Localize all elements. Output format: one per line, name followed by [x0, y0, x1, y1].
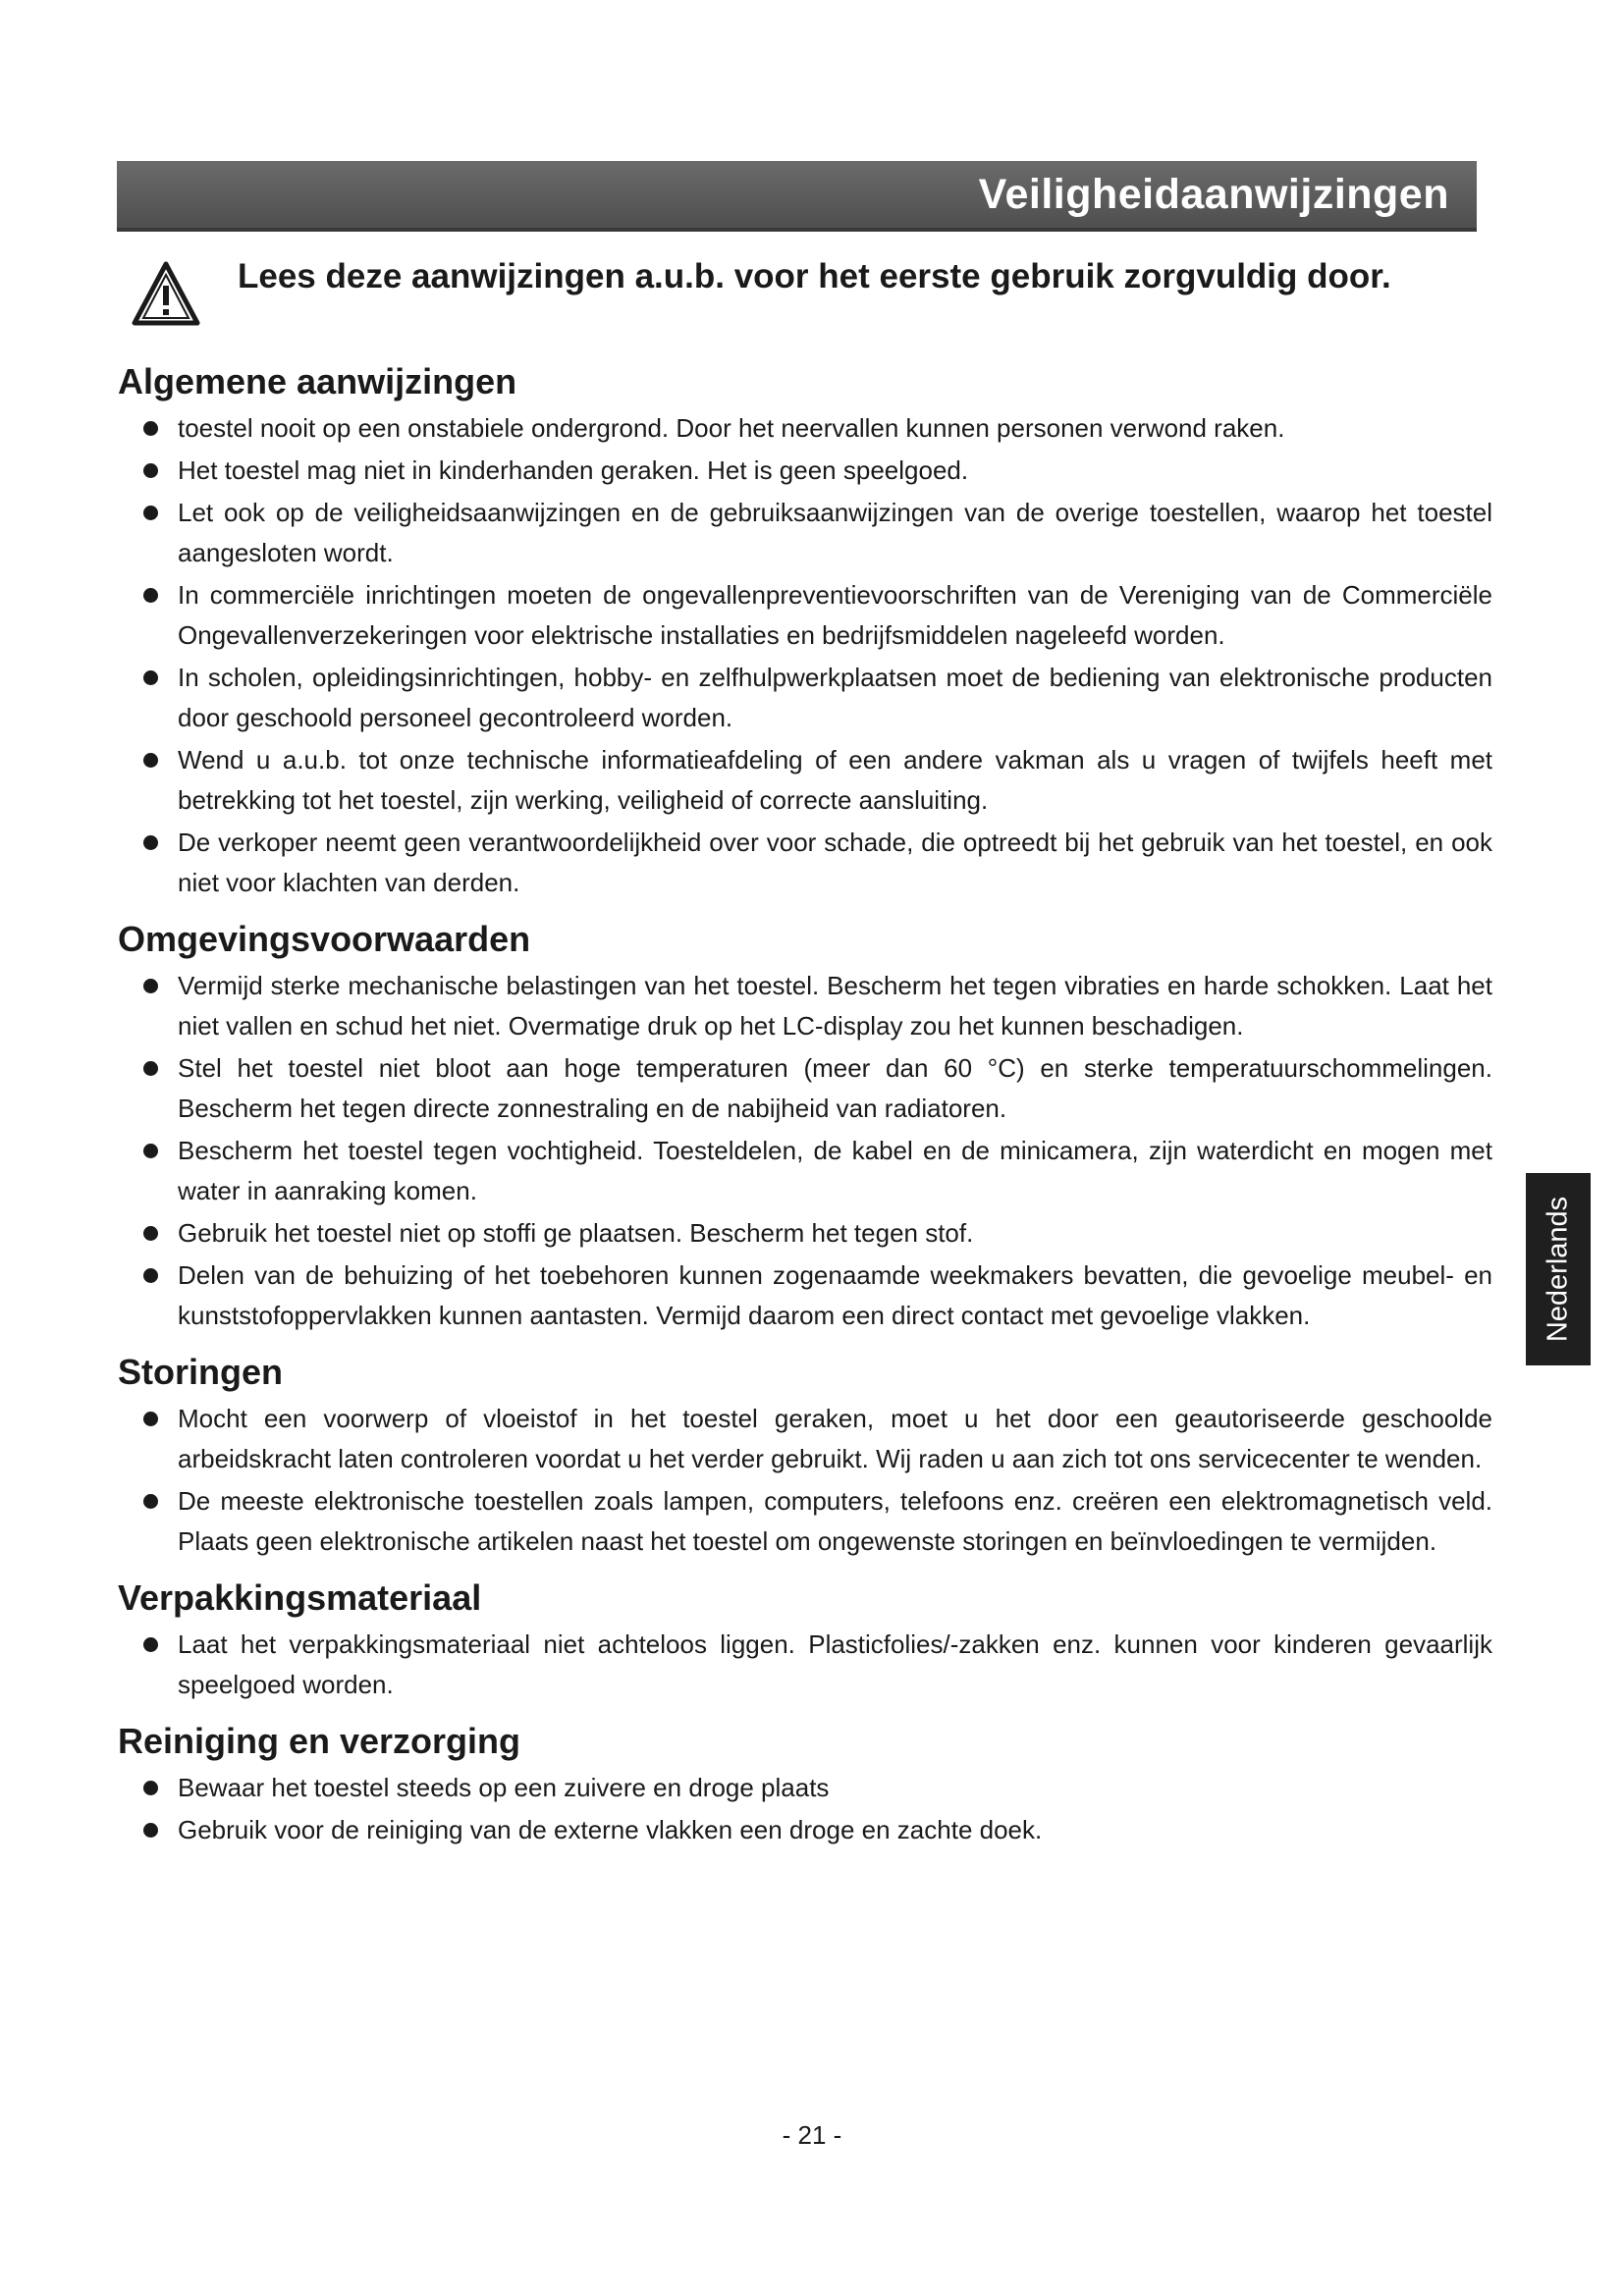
- section-title: Storingen: [118, 1352, 283, 1392]
- section-title: Algemene aanwijzingen: [118, 361, 517, 401]
- list-item: [118, 740, 1492, 821]
- section-title: Reiniging en verzorging: [118, 1721, 521, 1761]
- warning-triangle-icon: [132, 261, 200, 326]
- list-item: [118, 1810, 1492, 1850]
- list-item-text: Vermijd sterke mechanische belastingen van het toestel. Bescherm het tegen vibraties en harde schokken. Laat het niet vallen en schud het niet. Overmatige druk op het LC-display zou het kunnen beschadigen.: [178, 971, 1492, 1041]
- list-item: [118, 1213, 1492, 1254]
- list-item: [118, 1399, 1492, 1479]
- list-item-text: Gebruik voor de reiniging van de externe vlakken een droge en zachte doek.: [178, 1815, 1043, 1844]
- list-item: [118, 451, 1492, 491]
- bullet-icon: [143, 1268, 158, 1283]
- bullet-list: [118, 1768, 1492, 1850]
- bullet-icon: [143, 1226, 158, 1241]
- bullet-list: [118, 1625, 1492, 1705]
- list-item-text: Stel het toestel niet bloot aan hoge temperaturen (meer dan 60 °C) en sterke temperatuurschommelingen. Bescherm het tegen directe zonnestraling en de nabijheid van radiatoren.: [178, 1053, 1492, 1123]
- bullet-icon: [143, 463, 158, 478]
- header-bar: [117, 161, 1477, 232]
- section-title: Verpakkingsmateriaal: [118, 1577, 482, 1618]
- list-item-text: Het toestel mag niet in kinderhanden geraken. Het is geen speelgoed.: [178, 455, 969, 485]
- bullet-icon: [143, 835, 158, 850]
- list-item-text: Let ook op de veiligheidsaanwijzingen en de gebruiksaanwijzingen van de overige toestellen, waarop het toestel aangesloten wordt.: [178, 498, 1492, 567]
- bullet-icon: [143, 1494, 158, 1509]
- list-item-text: Bescherm het toestel tegen vochtigheid. Toesteldelen, de kabel en de minicamera, zijn waterdicht en mogen met water in aanraking komen.: [178, 1136, 1492, 1205]
- list-item-text: toestel nooit op een onstabiele ondergrond. Door het neervallen kunnen personen verwond raken.: [178, 413, 1285, 443]
- list-item-text: Gebruik het toestel niet op stoffi ge plaatsen. Bescherm het tegen stof.: [178, 1218, 974, 1248]
- list-item: [118, 1255, 1492, 1336]
- list-item: [118, 1768, 1492, 1808]
- bullet-icon: [143, 506, 158, 520]
- list-item-text: Delen van de behuizing of het toebehoren kunnen zogenaamde weekmakers bevatten, die gevoelige meubel- en kunststofoppervlakken kunnen aantasten. Vermijd daarom een direct contact met gevoelige vlakken.: [178, 1260, 1492, 1330]
- bullet-list: [118, 408, 1492, 903]
- bullet-list: [118, 1399, 1492, 1562]
- bullet-icon: [143, 1823, 158, 1838]
- list-item-text: In scholen, opleidingsinrichtingen, hobby- en zelfhulpwerkplaatsen moet de bediening van elektronische producten door geschoold personeel gecontroleerd worden.: [178, 663, 1492, 732]
- bullet-icon: [143, 1412, 158, 1426]
- list-item-text: De verkoper neemt geen verantwoordelijkheid over voor schade, die optreedt bij het gebruik van het toestel, en ook niet voor klachten van derden.: [178, 828, 1492, 897]
- list-item: [118, 575, 1492, 656]
- bullet-icon: [143, 588, 158, 603]
- bullet-icon: [143, 670, 158, 685]
- bullet-icon: [143, 1637, 158, 1652]
- list-item: [118, 823, 1492, 903]
- bullet-icon: [143, 1061, 158, 1076]
- list-item-text: Laat het verpakkingsmateriaal niet achteloos liggen. Plasticfolies/-zakken enz. kunnen voor kinderen gevaarlijk speelgoed worden.: [178, 1629, 1492, 1699]
- language-tab-label: Nederlands: [1542, 1196, 1574, 1343]
- list-item: [118, 1625, 1492, 1705]
- bullet-icon: [143, 421, 158, 436]
- language-tab: [1526, 1173, 1591, 1365]
- list-item: [118, 408, 1492, 449]
- bullet-list: [118, 966, 1492, 1336]
- list-item: [118, 1048, 1492, 1129]
- bullet-icon: [143, 979, 158, 993]
- list-item-text: Wend u a.u.b. tot onze technische informatieafdeling of een andere vakman als u vragen of twijfels heeft met betrekking tot het toestel, zijn werking, veiligheid of correcte aansluiting.: [178, 745, 1492, 815]
- bullet-icon: [143, 1781, 158, 1795]
- page-number: - 21 -: [782, 2120, 842, 2150]
- list-item-text: Bewaar het toestel steeds op een zuivere en droge plaats: [178, 1773, 830, 1802]
- page-title: Veiligheidaanwijzingen: [978, 171, 1449, 218]
- list-item: [118, 658, 1492, 738]
- list-item: [118, 493, 1492, 573]
- list-item-text: De meeste elektronische toestellen zoals lampen, computers, telefoons enz. creëren een elektromagnetisch veld. Plaats geen elektronische artikelen naast het toestel om ongewenste storingen en beïnvloedingen te vermijden.: [178, 1486, 1492, 1556]
- main-content: [118, 359, 1492, 1864]
- list-item: [118, 1481, 1492, 1562]
- warning-text: Lees deze aanwijzingen a.u.b. voor het eerste gebruik zorgvuldig door.: [238, 257, 1391, 295]
- bullet-icon: [143, 753, 158, 768]
- list-item: [118, 1131, 1492, 1211]
- warning-row: [132, 257, 1487, 336]
- list-item-text: In commerciële inrichtingen moeten de ongevallenpreventievoorschriften van de Vereniging van de Commerciële Ongevallenverzekeringen voor elektrische installaties en bedrijfsmiddelen nageleefd worden.: [178, 580, 1492, 650]
- bullet-icon: [143, 1144, 158, 1158]
- list-item-text: Mocht een voorwerp of vloeistof in het toestel geraken, moet u het door een geautoriseerde geschoolde arbeidskracht laten controleren voordat u het verder gebruikt. Wij raden u aan zich tot ons servicecenter te wenden.: [178, 1404, 1492, 1473]
- section-title: Omgevingsvoorwaarden: [118, 919, 531, 959]
- list-item: [118, 966, 1492, 1046]
